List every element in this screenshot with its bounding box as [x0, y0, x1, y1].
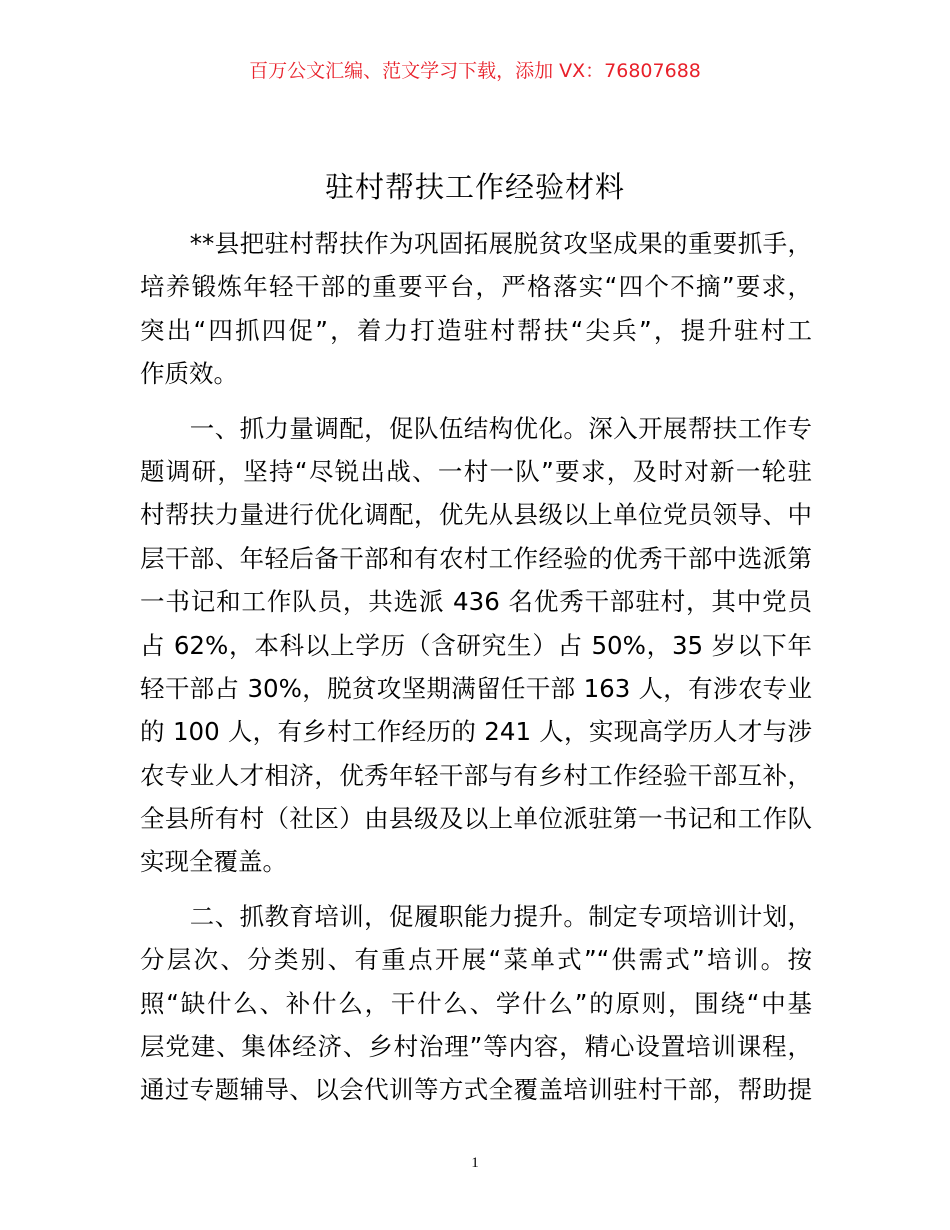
text-line: 一书记和工作队员，共选派 436 名优秀干部驻村，其中党员 [140, 587, 812, 617]
text-line: 分层次、分类别、有重点开展“菜单式”“供需式”培训。按 [140, 945, 812, 975]
text-line: 占 62%，本科以上学历（含研究生）占 50%，35 岁以下年 [140, 630, 812, 660]
text-line: **县把驻村帮扶作为巩固拓展脱贫攻坚成果的重要抓手， [140, 229, 812, 258]
text-line: 实现全覆盖。 [140, 847, 287, 877]
paragraph [140, 407, 812, 884]
text-line: 作质效。 [140, 359, 238, 389]
text-line: 全县所有村（社区）由县级及以上单位派驻第一书记和工作队 [140, 804, 812, 834]
page-number: 1 [471, 1155, 479, 1171]
text-line: 的 100 人，有乡村工作经历的 241 人，实现高学历人才与涉 [140, 717, 812, 747]
text-line: 层党建、集体经济、乡村治理”等内容，精心设置培训课程， [140, 1032, 812, 1062]
text-line: 一、抓力量调配，促队伍结构优化。深入开展帮扶工作专 [140, 413, 812, 443]
text-line: 通过专题辅导、以会代训等方式全覆盖培训驻村干部，帮助提 [140, 1075, 812, 1105]
paragraph [140, 895, 812, 1112]
promo-header: 百万公文汇编、范文学习下载，添加 VX：76807688 [249, 60, 701, 82]
text-line: 培养锻炼年轻干部的重要平台，严格落实“四个不摘”要求， [140, 272, 812, 302]
text-line: 层干部、年轻后备干部和有农村工作经验的优秀干部中选派第 [140, 543, 812, 573]
paragraph [140, 222, 812, 396]
document-title: 驻村帮扶工作经验材料 [324, 170, 625, 204]
text-line: 农专业人才相济，优秀年轻干部与有乡村工作经验干部互补， [140, 760, 812, 790]
document-body [140, 222, 812, 1123]
text-line: 二、抓教育培训，促履职能力提升。制定专项培训计划， [140, 901, 812, 931]
text-line: 照“缺什么、补什么，干什么、学什么”的原则，围绕“中基 [140, 988, 812, 1018]
text-line: 轻干部占 30%，脱贫攻坚期满留任干部 163 人，有涉农专业 [140, 673, 812, 703]
text-line: 题调研，坚持“尽锐出战、一村一队”要求，及时对新一轮驻 [140, 456, 812, 486]
text-line: 村帮扶力量进行优化调配，优先从县级以上单位党员领导、中 [140, 500, 812, 530]
text-line: 突出“四抓四促”，着力打造驻村帮扶“尖兵”，提升驻村工 [140, 315, 812, 345]
